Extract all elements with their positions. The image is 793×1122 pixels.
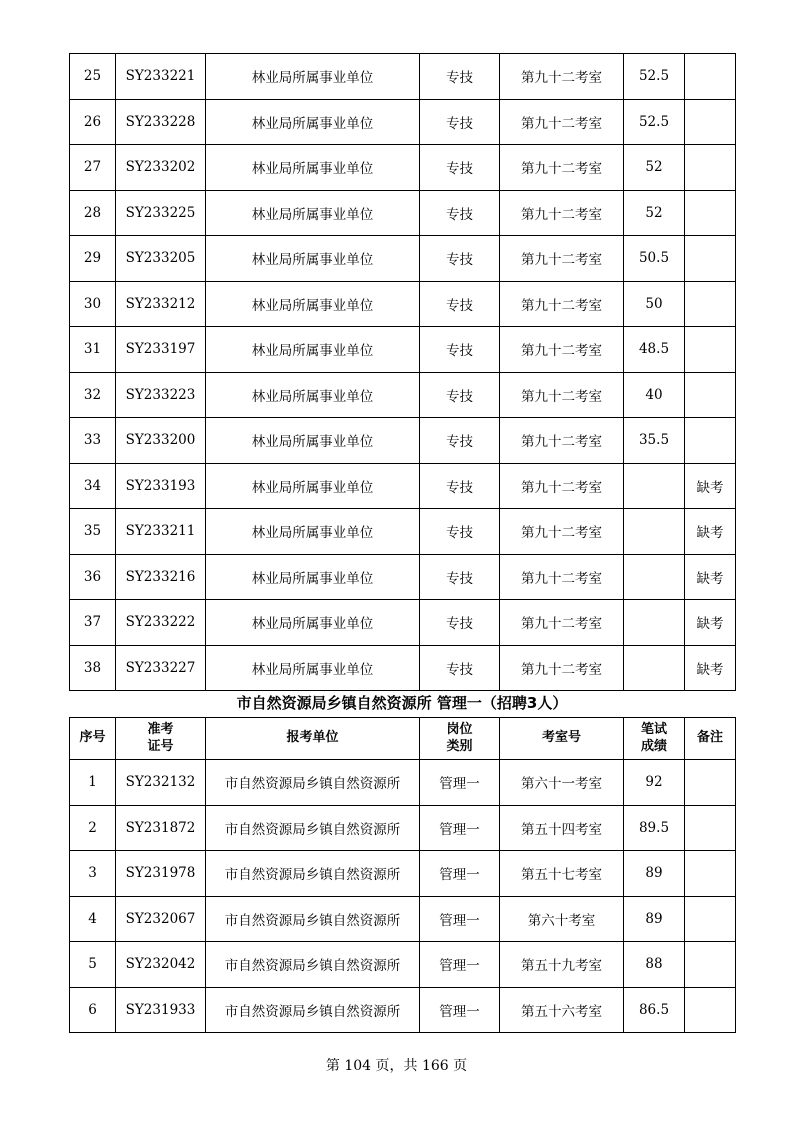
written-score-cell: 48.5 bbox=[624, 327, 685, 373]
serial-number-cell: 33 bbox=[70, 418, 116, 464]
exam-room-cell: 第九十二考室 bbox=[500, 463, 624, 509]
remark-cell bbox=[685, 54, 736, 100]
written-score-cell: 50 bbox=[624, 281, 685, 327]
written-score-cell: 89.5 bbox=[624, 805, 685, 851]
ticket-number-cell: SY233222 bbox=[116, 600, 206, 646]
serial-number-cell: 2 bbox=[70, 805, 116, 851]
remark-cell bbox=[685, 145, 736, 191]
ticket-number-cell: SY233200 bbox=[116, 418, 206, 464]
exam-room-cell: 第六十一考室 bbox=[500, 760, 624, 806]
applied-unit-cell: 林业局所属事业单位 bbox=[206, 372, 420, 418]
position-category-cell: 专技 bbox=[420, 236, 500, 282]
footer-total-pages: 166 bbox=[421, 1058, 449, 1074]
header-applied-unit: 报考单位 bbox=[206, 718, 420, 760]
ticket-number-cell: SY233211 bbox=[116, 509, 206, 555]
ticket-number-cell: SY233227 bbox=[116, 645, 206, 691]
position-category-cell: 管理一 bbox=[420, 942, 500, 988]
exam-room-cell: 第九十二考室 bbox=[500, 236, 624, 282]
remark-cell: 缺考 bbox=[685, 645, 736, 691]
footer-suffix: 页 bbox=[453, 1058, 468, 1074]
remark-cell bbox=[685, 372, 736, 418]
applied-unit-cell: 林业局所属事业单位 bbox=[206, 236, 420, 282]
exam-room-cell: 第九十二考室 bbox=[500, 418, 624, 464]
serial-number-cell: 35 bbox=[70, 509, 116, 555]
header-position-category: 岗位 类别 bbox=[420, 718, 500, 760]
exam-room-cell: 第五十六考室 bbox=[500, 987, 624, 1033]
exam-room-cell: 第九十二考室 bbox=[500, 99, 624, 145]
table-row bbox=[70, 236, 736, 282]
serial-number-cell: 28 bbox=[70, 190, 116, 236]
serial-number-cell: 5 bbox=[70, 942, 116, 988]
position-category-cell: 管理一 bbox=[420, 896, 500, 942]
table-row bbox=[70, 145, 736, 191]
table-row bbox=[70, 942, 736, 988]
ticket-number-cell: SY233216 bbox=[116, 554, 206, 600]
position-category-cell: 专技 bbox=[420, 645, 500, 691]
position-category-cell: 管理一 bbox=[420, 760, 500, 806]
exam-room-cell: 第九十二考室 bbox=[500, 190, 624, 236]
ticket-number-cell: SY233193 bbox=[116, 463, 206, 509]
written-score-cell: 40 bbox=[624, 372, 685, 418]
ticket-number-cell: SY233197 bbox=[116, 327, 206, 373]
position-category-cell: 专技 bbox=[420, 372, 500, 418]
footer-prefix: 第 bbox=[325, 1058, 340, 1074]
exam-room-cell: 第六十考室 bbox=[500, 896, 624, 942]
table-row bbox=[70, 645, 736, 691]
applied-unit-cell: 林业局所属事业单位 bbox=[206, 600, 420, 646]
remark-cell bbox=[685, 987, 736, 1033]
written-score-cell: 92 bbox=[624, 760, 685, 806]
results-table-management-body bbox=[70, 760, 736, 1033]
section-title: 市自然资源局乡镇自然资源所 管理一（招聘3人） bbox=[236, 694, 568, 712]
written-score-cell: 89 bbox=[624, 851, 685, 897]
table-header-row bbox=[70, 718, 736, 760]
written-score-cell: 52 bbox=[624, 190, 685, 236]
table-row bbox=[70, 54, 736, 100]
written-score-cell: 52 bbox=[624, 145, 685, 191]
serial-number-cell: 38 bbox=[70, 645, 116, 691]
applied-unit-cell: 市自然资源局乡镇自然资源所 bbox=[206, 896, 420, 942]
ticket-number-cell: SY232132 bbox=[116, 760, 206, 806]
remark-cell bbox=[685, 851, 736, 897]
table-row bbox=[70, 760, 736, 806]
remark-cell bbox=[685, 760, 736, 806]
exam-room-cell: 第九十二考室 bbox=[500, 145, 624, 191]
results-table-management bbox=[69, 717, 736, 1033]
ticket-number-cell: SY233228 bbox=[116, 99, 206, 145]
table-row bbox=[70, 509, 736, 555]
table-row bbox=[70, 327, 736, 373]
position-category-cell: 专技 bbox=[420, 418, 500, 464]
serial-number-cell: 27 bbox=[70, 145, 116, 191]
footer-middle: 页，共 bbox=[375, 1058, 418, 1074]
header-written-score: 笔试 成绩 bbox=[624, 718, 685, 760]
serial-number-cell: 37 bbox=[70, 600, 116, 646]
serial-number-cell: 34 bbox=[70, 463, 116, 509]
written-score-cell: 86.5 bbox=[624, 987, 685, 1033]
table-row bbox=[70, 281, 736, 327]
position-category-cell: 专技 bbox=[420, 54, 500, 100]
applied-unit-cell: 林业局所属事业单位 bbox=[206, 327, 420, 373]
ticket-number-cell: SY231933 bbox=[116, 987, 206, 1033]
ticket-number-cell: SY232042 bbox=[116, 942, 206, 988]
exam-room-cell: 第九十二考室 bbox=[500, 54, 624, 100]
written-score-cell: 52.5 bbox=[624, 99, 685, 145]
remark-cell: 缺考 bbox=[685, 463, 736, 509]
position-category-cell: 专技 bbox=[420, 327, 500, 373]
remark-cell: 缺考 bbox=[685, 600, 736, 646]
ticket-number-cell: SY233212 bbox=[116, 281, 206, 327]
table-row bbox=[70, 896, 736, 942]
ticket-number-cell: SY233202 bbox=[116, 145, 206, 191]
exam-room-cell: 第九十二考室 bbox=[500, 554, 624, 600]
serial-number-cell: 1 bbox=[70, 760, 116, 806]
exam-room-cell: 第九十二考室 bbox=[500, 600, 624, 646]
applied-unit-cell: 市自然资源局乡镇自然资源所 bbox=[206, 760, 420, 806]
results-table-continued bbox=[69, 53, 736, 691]
exam-room-cell: 第九十二考室 bbox=[500, 509, 624, 555]
position-category-cell: 专技 bbox=[420, 600, 500, 646]
position-category-cell: 专技 bbox=[420, 99, 500, 145]
applied-unit-cell: 林业局所属事业单位 bbox=[206, 509, 420, 555]
exam-room-cell: 第九十二考室 bbox=[500, 281, 624, 327]
table-row bbox=[70, 99, 736, 145]
remark-cell bbox=[685, 99, 736, 145]
ticket-number-cell: SY232067 bbox=[116, 896, 206, 942]
applied-unit-cell: 市自然资源局乡镇自然资源所 bbox=[206, 851, 420, 897]
position-category-cell: 管理一 bbox=[420, 805, 500, 851]
header-serial-number: 序号 bbox=[70, 718, 116, 760]
remark-cell bbox=[685, 236, 736, 282]
applied-unit-cell: 林业局所属事业单位 bbox=[206, 281, 420, 327]
applied-unit-cell: 林业局所属事业单位 bbox=[206, 99, 420, 145]
ticket-number-cell: SY233205 bbox=[116, 236, 206, 282]
applied-unit-cell: 市自然资源局乡镇自然资源所 bbox=[206, 805, 420, 851]
results-table-continued-body bbox=[70, 54, 736, 691]
written-score-cell: 35.5 bbox=[624, 418, 685, 464]
applied-unit-cell: 林业局所属事业单位 bbox=[206, 645, 420, 691]
ticket-number-cell: SY233221 bbox=[116, 54, 206, 100]
table-row bbox=[70, 418, 736, 464]
applied-unit-cell: 林业局所属事业单位 bbox=[206, 418, 420, 464]
ticket-number-cell: SY233223 bbox=[116, 372, 206, 418]
position-category-cell: 专技 bbox=[420, 145, 500, 191]
remark-cell: 缺考 bbox=[685, 509, 736, 555]
footer-page-number: 104 bbox=[344, 1058, 372, 1074]
remark-cell bbox=[685, 896, 736, 942]
serial-number-cell: 31 bbox=[70, 327, 116, 373]
position-category-cell: 管理一 bbox=[420, 987, 500, 1033]
header-remark: 备注 bbox=[685, 718, 736, 760]
written-score-cell: 50.5 bbox=[624, 236, 685, 282]
header-ticket-number: 准考 证号 bbox=[116, 718, 206, 760]
applied-unit-cell: 林业局所属事业单位 bbox=[206, 190, 420, 236]
serial-number-cell: 3 bbox=[70, 851, 116, 897]
position-category-cell: 专技 bbox=[420, 463, 500, 509]
written-score-cell bbox=[624, 600, 685, 646]
serial-number-cell: 4 bbox=[70, 896, 116, 942]
table-row bbox=[70, 463, 736, 509]
remark-cell bbox=[685, 190, 736, 236]
written-score-cell bbox=[624, 463, 685, 509]
table-row bbox=[70, 600, 736, 646]
remark-cell bbox=[685, 942, 736, 988]
exam-room-cell: 第五十四考室 bbox=[500, 805, 624, 851]
serial-number-cell: 6 bbox=[70, 987, 116, 1033]
written-score-cell: 89 bbox=[624, 896, 685, 942]
written-score-cell: 88 bbox=[624, 942, 685, 988]
exam-room-cell: 第五十七考室 bbox=[500, 851, 624, 897]
applied-unit-cell: 林业局所属事业单位 bbox=[206, 145, 420, 191]
applied-unit-cell: 市自然资源局乡镇自然资源所 bbox=[206, 942, 420, 988]
written-score-cell bbox=[624, 509, 685, 555]
serial-number-cell: 36 bbox=[70, 554, 116, 600]
serial-number-cell: 29 bbox=[70, 236, 116, 282]
position-category-cell: 专技 bbox=[420, 281, 500, 327]
table-row bbox=[70, 554, 736, 600]
serial-number-cell: 25 bbox=[70, 54, 116, 100]
serial-number-cell: 32 bbox=[70, 372, 116, 418]
ticket-number-cell: SY231978 bbox=[116, 851, 206, 897]
ticket-number-cell: SY233225 bbox=[116, 190, 206, 236]
applied-unit-cell: 林业局所属事业单位 bbox=[206, 554, 420, 600]
remark-cell bbox=[685, 281, 736, 327]
table-row bbox=[70, 987, 736, 1033]
applied-unit-cell: 市自然资源局乡镇自然资源所 bbox=[206, 987, 420, 1033]
remark-cell bbox=[685, 418, 736, 464]
table-row bbox=[70, 851, 736, 897]
position-category-cell: 专技 bbox=[420, 509, 500, 555]
serial-number-cell: 26 bbox=[70, 99, 116, 145]
remark-cell bbox=[685, 805, 736, 851]
written-score-cell bbox=[624, 554, 685, 600]
header-exam-room: 考室号 bbox=[500, 718, 624, 760]
remark-cell bbox=[685, 327, 736, 373]
serial-number-cell: 30 bbox=[70, 281, 116, 327]
position-category-cell: 专技 bbox=[420, 190, 500, 236]
applied-unit-cell: 林业局所属事业单位 bbox=[206, 463, 420, 509]
table-row bbox=[70, 190, 736, 236]
exam-room-cell: 第九十二考室 bbox=[500, 372, 624, 418]
exam-room-cell: 第五十九考室 bbox=[500, 942, 624, 988]
written-score-cell bbox=[624, 645, 685, 691]
position-category-cell: 专技 bbox=[420, 554, 500, 600]
ticket-number-cell: SY231872 bbox=[116, 805, 206, 851]
remark-cell: 缺考 bbox=[685, 554, 736, 600]
table-row bbox=[70, 805, 736, 851]
table-row bbox=[70, 372, 736, 418]
exam-room-cell: 第九十二考室 bbox=[500, 327, 624, 373]
applied-unit-cell: 林业局所属事业单位 bbox=[206, 54, 420, 100]
written-score-cell: 52.5 bbox=[624, 54, 685, 100]
position-category-cell: 管理一 bbox=[420, 851, 500, 897]
exam-room-cell: 第九十二考室 bbox=[500, 645, 624, 691]
page-footer bbox=[0, 1055, 793, 1075]
